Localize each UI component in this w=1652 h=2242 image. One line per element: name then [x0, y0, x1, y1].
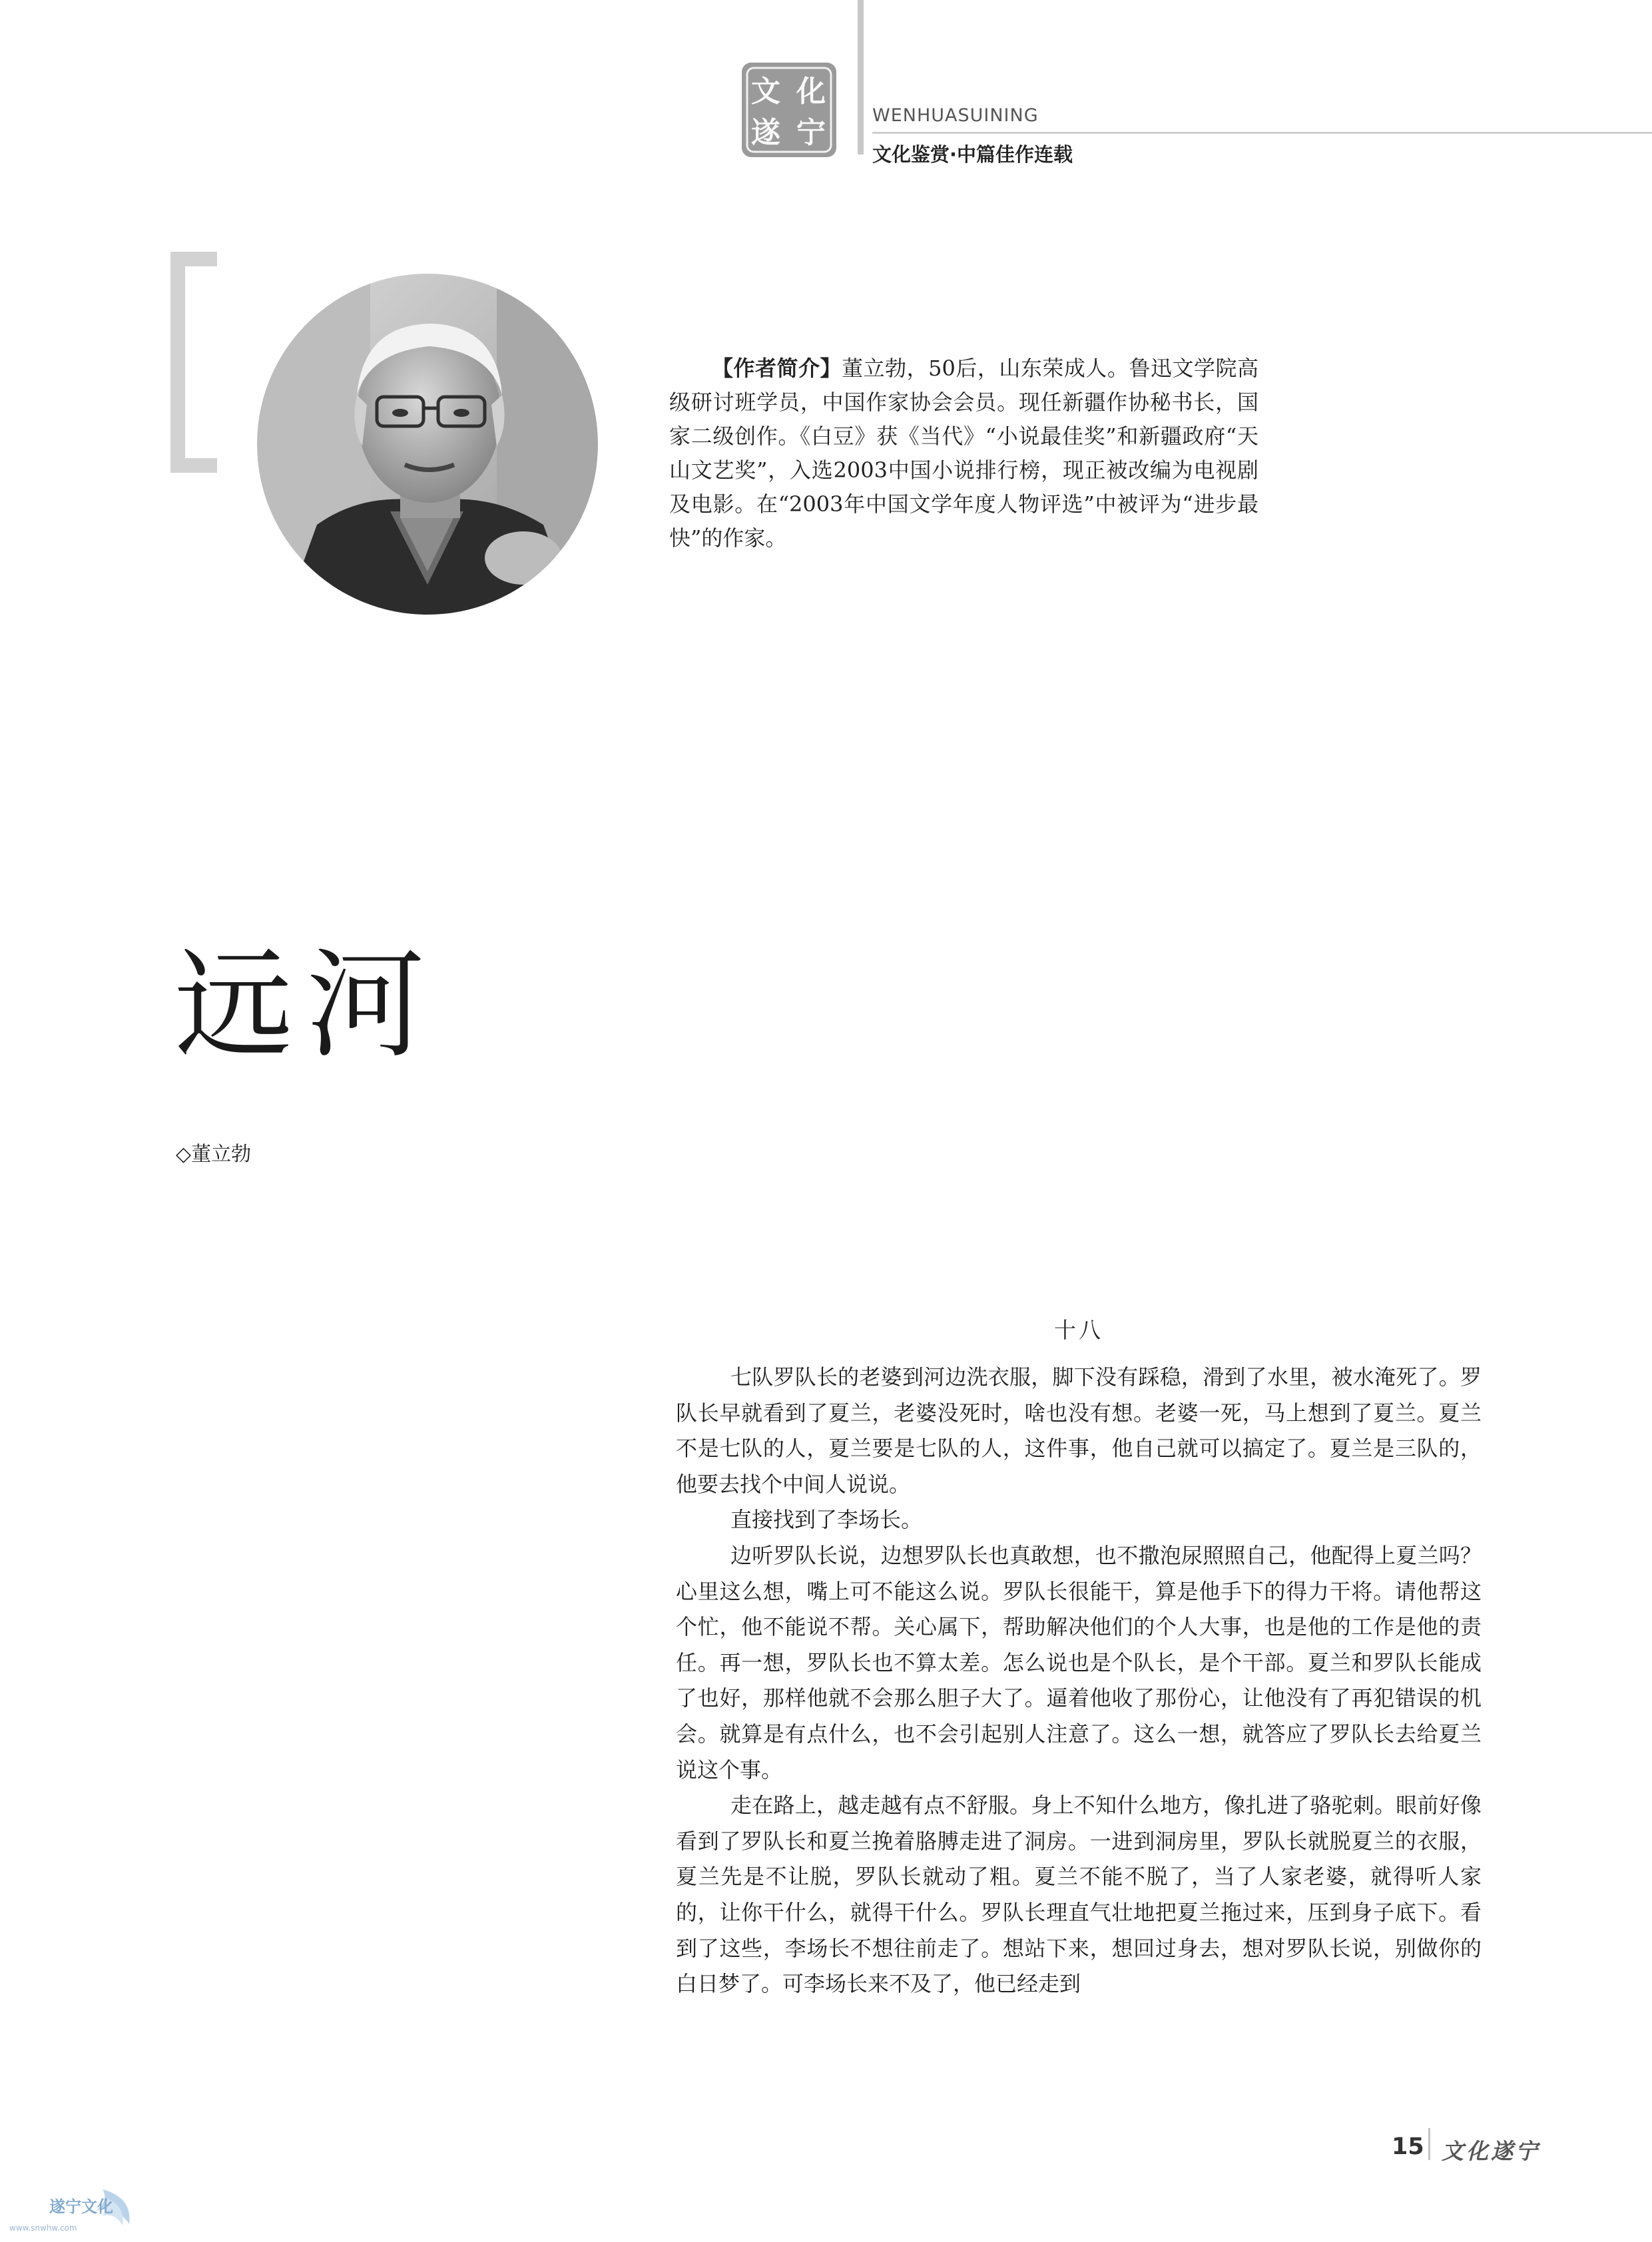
brand-latin-name: WENHUASUINING: [872, 105, 1039, 126]
article-body: [676, 1360, 1482, 2002]
header-vertical-rule: [858, 0, 864, 154]
svg-text:遂宁文化: 遂宁文化: [49, 2197, 113, 2216]
section-label: 文化鉴赏·中篇佳作连载: [872, 143, 1073, 166]
footer-brand: 文化遂宁: [1442, 2138, 1540, 2164]
body-paragraph: 直接找到了李场长。: [730, 1507, 923, 1533]
svg-text:文: 文: [751, 75, 780, 109]
svg-text:宁: 宁: [796, 116, 826, 150]
svg-text:www.snwhw.com: www.snwhw.com: [9, 2223, 77, 2233]
article-title: 远河: [174, 936, 438, 1074]
author-bio-text: 董立勃，50后，山东荣成人。鲁迅文学院高级研讨班学员，中国作家协会会员。现任新疆作协秘书长，国家二级创作。《白豆》获《当代》“小说最佳奖”和新疆政府“天山文艺奖”，入选2003中国小说排行榜，现正被改编为电视剧及电影。在“2003年中国文学年度人物评选”中被评为“进步最快”的作家。: [669, 356, 1258, 551]
author-portrait: [257, 272, 598, 617]
site-watermark-logo: [3, 2184, 136, 2241]
body-paragraph: 七队罗队长的老婆到河边洗衣服，脚下没有踩稳，滑到了水里，被水淹死了。罗队长早就看到了夏兰，老婆没死时，啥也没有想。老婆一死，马上想到了夏兰。夏兰不是七队的人，夏兰要是七队的人，这件事，他自己就可以搞定了。夏兰是三队的，他要去找个中间人说说。: [676, 1364, 1482, 1497]
author-bio: [669, 352, 1258, 555]
body-paragraph: 边听罗队长说，边想罗队长也真敢想，也不撒泡尿照照自己，他配得上夏兰吗？心里这么想，嘴上可不能这么说。罗队长很能干，算是他手下的得力干将。请他帮这个忙，他不能说不帮。关心属下，帮助解决他们的个人大事，也是他的工作是他的责任。再一想，罗队长也不算太差。怎么说也是个队长，是个干部。夏兰和罗队长能成了也好，那样他就不会那么胆子大了。逼着他收了那份心，让他没有了再犯错误的机会。就算是有点什么，也不会引起别人注意了。这么一想，就答应了罗队长去给夏兰说这个事。: [676, 1542, 1482, 1783]
page-number: 15: [1392, 2133, 1424, 2160]
bracket-ornament: [170, 252, 217, 473]
header-divider: [872, 132, 1652, 134]
svg-text:化: 化: [796, 75, 826, 109]
magazine-logo-seal: [739, 60, 839, 160]
author-bio-label: 【作者简介】: [712, 356, 842, 381]
footer-divider: [1428, 2128, 1430, 2160]
svg-text:遂: 遂: [751, 116, 780, 150]
body-paragraph: 走在路上，越走越有点不舒服。身上不知什么地方，像扎进了骆驼刺。眼前好像看到了罗队长和夏兰挽着胳膊走进了洞房。一进到洞房里，罗队长就脱夏兰的衣服，夏兰先是不让脱，罗队长就动了粗。夏兰不能不脱了，当了人家老婆，就得听人家的，让你干什么，就得干什么。罗队长理直气壮地把夏兰拖过来，压到身子底下。看到了这些，李场长不想往前走了。想站下来，想回过身去，想对罗队长说，别做你的白日梦了。可李场长来不及了，他已经走到: [676, 1793, 1482, 1997]
chapter-heading: 十八: [1054, 1317, 1103, 1343]
article-byline: ◇董立勃: [176, 1143, 252, 1166]
